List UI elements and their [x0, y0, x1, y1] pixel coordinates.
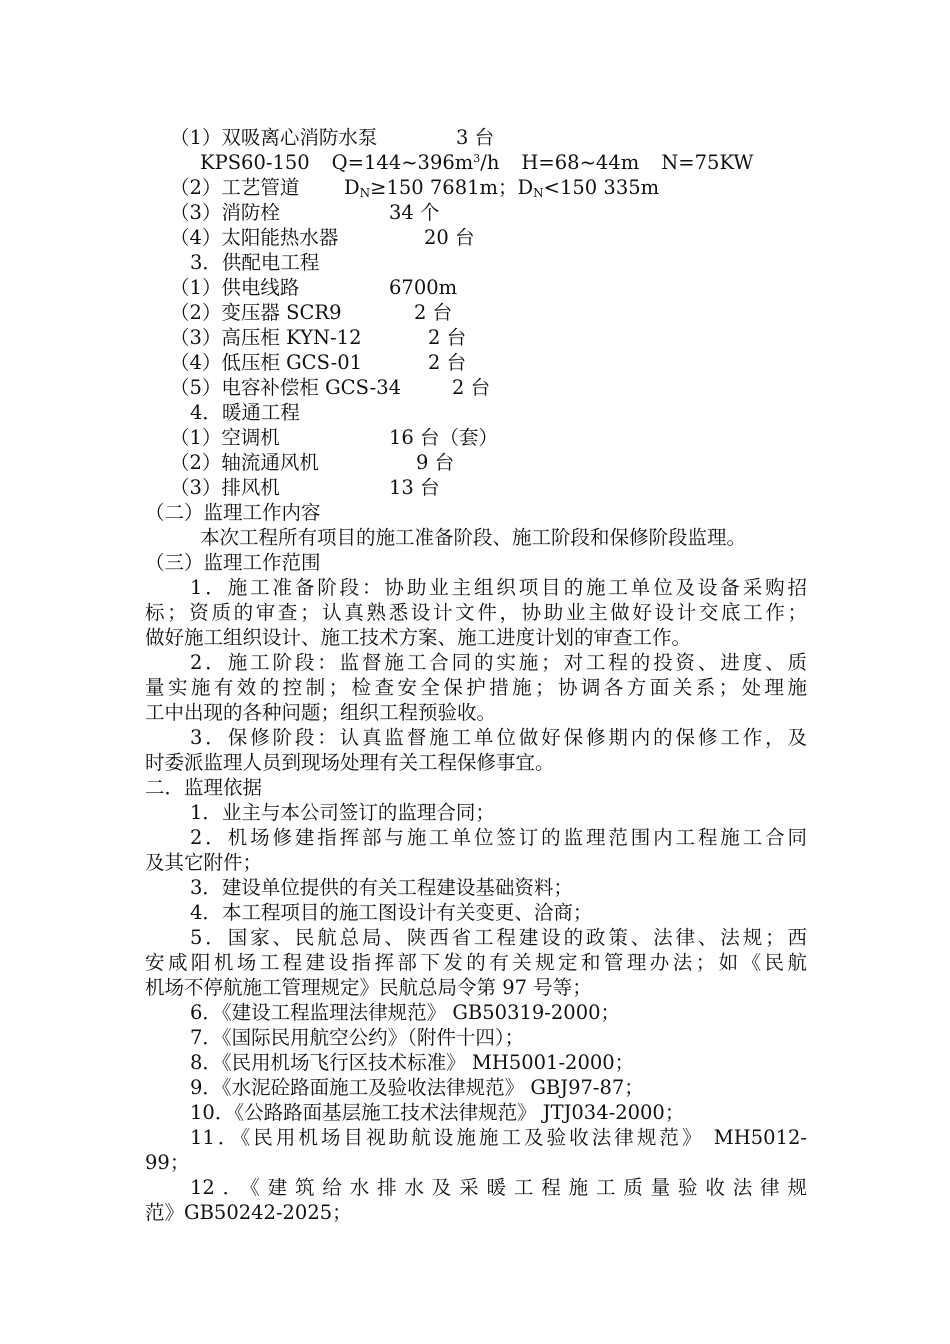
scope-item-1-line-1: 1．施工准备阶段：协助业主组织项目的施工单位及设备采购招 — [190, 576, 807, 599]
scope-item-3-line-1: 3．保修阶段：认真监督施工单位做好保修期内的保修工作，及 — [190, 726, 807, 749]
transformer-label: （2）变压器 SCR9 — [170, 301, 342, 324]
basis-item-7: 7．《国际民用航空公约》（附件十四）； — [190, 1026, 525, 1049]
basis-heading: 二．监理依据 — [145, 776, 263, 799]
basis-item-11-line-1: 11．《民用机场目视助航设施施工及验收法律规范》 MH5012- — [190, 1126, 807, 1149]
basis-item-11-line-2: 99； — [145, 1151, 190, 1174]
scope-item-2-line-3: 工中出现的各种问题；组织工程预验收。 — [145, 701, 497, 724]
hv-cabinet-label: （3）高压柜 KYN-12 — [170, 326, 362, 349]
basis-item-9: 9．《水泥砼路面施工及验收法律规范》 GBJ97-87； — [190, 1076, 644, 1099]
hv-cabinet-qty: 2 台 — [428, 326, 467, 349]
scope-item-2-line-1: 2．施工阶段：监督施工合同的实施；对工程的投资、进度、质 — [190, 651, 807, 674]
pump-head: H=68~44m — [521, 151, 640, 174]
ac-label: （1）空调机 — [170, 426, 280, 449]
scope-item-1-line-3: 做好施工组织设计、施工技术方案、施工进度计划的审查工作。 — [145, 626, 692, 649]
capacitor-cabinet-label: （5）电容补偿柜 GCS-34 — [170, 376, 402, 399]
work-content-text: 本次工程所有项目的施工准备阶段、施工阶段和保修阶段监理。 — [200, 526, 747, 549]
basis-item-12-line-1: 12．《建筑给水排水及采暖工程施工质量验收法律规 — [190, 1176, 807, 1199]
work-content-heading: （二）监理工作内容 — [145, 501, 321, 524]
scope-item-3-line-2: 时委派监理人员到现场处理有关工程保修事宜。 — [145, 751, 555, 774]
work-scope-heading: （三）监理工作范围 — [145, 551, 321, 574]
basis-item-3: 3．建设单位提供的有关工程建设基础资料； — [190, 876, 573, 899]
pump-qty: 3 台 — [456, 126, 495, 149]
basis-item-10: 10．《公路路面基层施工技术法律规范》 JTJ034-2000； — [190, 1101, 685, 1124]
basis-item-4: 4．本工程项目的施工图设计有关变更、洽商； — [190, 901, 593, 924]
hvac-section-heading: 4．暖通工程 — [190, 401, 300, 424]
fan-label: （2）轴流通风机 — [170, 451, 319, 474]
pipe-label: （2）工艺管道 — [170, 176, 300, 199]
line-label: （1）供电线路 — [170, 276, 300, 299]
exhaust-qty: 13 台 — [389, 476, 440, 499]
basis-item-6: 6．《建设工程监理法律规范》 GB50319-2000； — [190, 1001, 621, 1024]
solar-qty: 20 台 — [424, 226, 475, 249]
line-qty: 6700m — [389, 276, 458, 299]
basis-item-8: 8．《民用机场飞行区技术标准》 MH5001-2000； — [190, 1051, 635, 1074]
capacitor-cabinet-qty: 2 台 — [452, 376, 491, 399]
basis-item-5-line-1: 5．国家、民航总局、陕西省工程建设的政策、法律、法规；西 — [190, 926, 807, 949]
exhaust-label: （3）排风机 — [170, 476, 280, 499]
basis-item-12-line-2: 范》GB50242-2025； — [145, 1201, 352, 1224]
basis-item-5-line-3: 机场不停航施工管理规定》民航总局令第 97 号等； — [145, 976, 592, 999]
pump-model: KPS60-150 — [200, 151, 310, 174]
lv-cabinet-label: （4）低压柜 GCS-01 — [170, 351, 363, 374]
transformer-qty: 2 台 — [414, 301, 453, 324]
basis-item-5-line-2: 安咸阳机场工程建设指挥部下发的有关规定和管理办法；如《民航 — [145, 951, 807, 974]
basis-item-1: 1．业主与本公司签订的监理合同； — [190, 801, 495, 824]
hydrant-label: （3）消防栓 — [170, 201, 280, 224]
fan-qty: 9 台 — [416, 451, 455, 474]
basis-item-2-line-2: 及其它附件； — [145, 851, 263, 874]
pump-spec — [200, 150, 753, 175]
power-section-heading: 3．供配电工程 — [190, 251, 320, 274]
lv-cabinet-qty: 2 台 — [428, 351, 467, 374]
scope-item-2-line-2: 量实施有效的控制；检查安全保护措施；协调各方面关系；处理施 — [145, 676, 807, 699]
hydrant-qty: 34 个 — [389, 201, 440, 224]
pump-flow: $Q=144\sim 396m^3/h$ — [331, 151, 500, 174]
ac-qty: 16 台（套） — [389, 426, 499, 449]
basis-item-2-line-1: 2．机场修建指挥部与施工单位签订的监理范围内工程施工合同 — [190, 826, 807, 849]
pump-power: N=75KW — [661, 151, 754, 174]
scope-item-1-line-2: 标；资质的审查；认真熟悉设计文件，协助业主做好设计交底工作； — [145, 601, 807, 624]
pump-label: （1）双吸离心消防水泵 — [170, 126, 378, 149]
pipe-spec: $D_N\ge 150$ 7681m；$D_N<150$ 335m — [344, 176, 660, 200]
solar-label: （4）太阳能热水器 — [170, 226, 339, 249]
